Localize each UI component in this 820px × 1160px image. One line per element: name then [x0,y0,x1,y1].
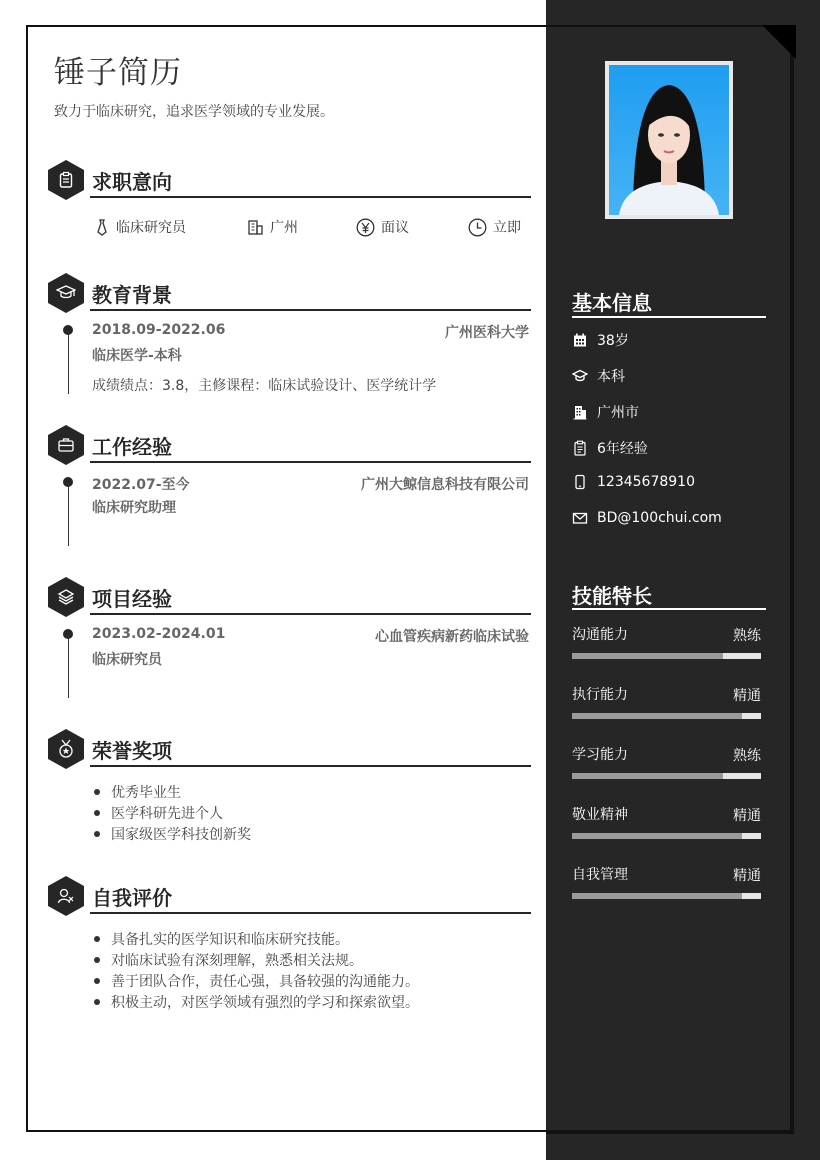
section-education-header [48,273,532,313]
profile-photo [605,61,733,219]
phone-icon [572,474,588,490]
section-title: 求职意向 [92,170,172,194]
education-detail: 成绩绩点：3.8，主修课程：临床试验设计、医学统计学 [92,378,437,394]
section-divider [90,309,531,311]
building-icon [572,404,588,420]
basic-info-divider [572,316,766,318]
work-company: 广州大鲸信息科技有限公司 [361,477,529,493]
project-period: 2023.02-2024.01 [92,626,226,642]
skill-level: 精通 [733,808,761,824]
skill-level: 熟练 [733,628,761,644]
intent-position-label: 临床研究员 [116,220,186,236]
work-role: 临床研究助理 [92,500,176,516]
list-item: 善于团队合作，责任心强，具备较强的沟通能力。 [94,970,419,991]
user-icon [48,876,84,916]
info-phone [572,474,695,490]
section-work-header [48,425,532,465]
section-title: 荣誉奖项 [92,739,172,763]
intent-city [246,217,298,237]
skill-name: 自我管理 [572,867,628,883]
project-name: 心血管疾病新药临床试验 [375,629,529,645]
info-degree-value: 本科 [597,369,625,385]
portrait-illustration [609,65,729,215]
section-divider [90,765,531,767]
graduation-cap-icon [572,368,588,384]
clipboard-icon [48,160,84,200]
layers-icon [48,577,84,617]
skill-level: 熟练 [733,748,761,764]
calendar-icon [572,332,588,348]
list-item: 具备扎实的医学知识和临床研究技能。 [94,928,419,949]
timeline-line [68,634,69,698]
frame-edge [792,25,794,1134]
section-honors-header [48,729,532,769]
list-item: 医学科研先进个人 [94,802,251,823]
resume-title: 锤子简历 [54,55,182,91]
section-project-header [48,577,532,617]
clock-icon [468,218,487,237]
skill-name: 敬业精神 [572,807,628,823]
graduation-cap-icon [48,273,84,313]
info-email-value: BD@100chui.com [597,510,722,526]
skills-divider [572,608,766,610]
intent-availability-label: 立即 [493,220,521,236]
section-divider [90,613,531,615]
section-divider [90,196,531,198]
skill-bar [572,653,761,659]
tie-icon [94,218,110,236]
intent-city-label: 广州 [270,220,298,236]
skill-level: 精通 [733,688,761,704]
skill-level: 精通 [733,868,761,884]
intent-salary [356,217,409,237]
clipboard-icon [572,440,588,456]
intent-position [94,217,186,237]
skill-name: 沟通能力 [572,627,628,643]
career-motto: 致力于临床研究，追求医学领域的专业发展。 [54,104,334,120]
intent-availability [468,217,521,237]
skill-bar-fill [572,833,742,839]
timeline-line [68,330,69,394]
skill-bar-fill [572,773,723,779]
info-degree [572,366,625,386]
list-item: 国家级医学科技创新奖 [94,823,251,844]
education-school: 广州医科大学 [445,325,529,341]
mail-icon [572,510,588,526]
info-city-value: 广州市 [597,405,639,421]
list-item: 积极主动，对医学领域有强烈的学习和探索欲望。 [94,991,419,1012]
list-item: 优秀毕业生 [94,781,251,802]
info-experience [572,438,648,458]
self-eval-list [94,928,419,1012]
frame-edge-bottom [546,1132,794,1134]
skill-bar-fill [572,653,723,659]
work-period: 2022.07-至今 [92,477,190,493]
skill-bar [572,773,761,779]
basic-info-title: 基本信息 [572,291,652,315]
timeline-line [68,482,69,546]
yuan-icon [356,218,375,237]
section-title: 教育背景 [92,283,172,307]
info-age-value: 38岁 [597,333,629,349]
skill-name: 学习能力 [572,747,628,763]
intent-salary-label: 面议 [381,220,409,236]
skill-bar-fill [572,713,742,719]
education-period: 2018.09-2022.06 [92,322,226,338]
skill-bar [572,713,761,719]
section-intent-header [48,160,532,200]
briefcase-icon [48,425,84,465]
section-divider [90,912,531,914]
education-major: 临床医学-本科 [92,348,182,364]
section-title: 自我评价 [92,886,172,910]
info-age [572,330,629,350]
section-title: 工作经验 [92,435,172,459]
corner-decoration [762,25,796,59]
skill-bar-fill [572,893,742,899]
info-experience-value: 6年经验 [597,441,648,457]
info-city [572,402,639,422]
skill-bar [572,893,761,899]
section-divider [90,461,531,463]
skill-bar [572,833,761,839]
medal-icon [48,729,84,769]
building-icon [246,218,264,236]
skills-title: 技能特长 [572,584,652,608]
section-self-eval-header [48,876,532,916]
list-item: 对临床试验有深刻理解，熟悉相关法规。 [94,949,419,970]
project-role: 临床研究员 [92,652,162,668]
section-title: 项目经验 [92,587,172,611]
skill-name: 执行能力 [572,687,628,703]
honors-list [94,781,251,844]
info-email [572,510,722,526]
info-phone-value: 12345678910 [597,474,695,490]
